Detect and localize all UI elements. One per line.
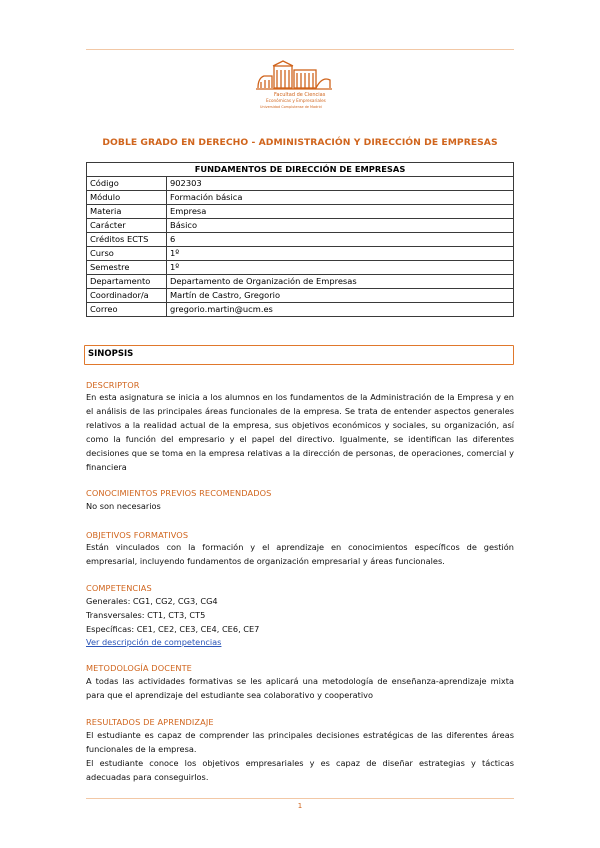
- descriptor-heading: DESCRIPTOR: [86, 380, 140, 390]
- table-row: [87, 303, 514, 317]
- table-row: [87, 191, 514, 205]
- document-title: DOBLE GRADO EN DERECHO - ADMINISTRACIÓN Y DIRECCIÓN DE EMPRESAS: [102, 137, 498, 148]
- row-value: Formación básica: [167, 191, 514, 205]
- prior-knowledge-heading: CONOCIMIENTOS PREVIOS RECOMENDADOS: [86, 488, 272, 498]
- table-row: [87, 233, 514, 247]
- row-key: Correo: [87, 303, 167, 317]
- learning-outcomes-text-2: El estudiante conoce los objetivos empresariales y es capaz de diseñar estrategias y tácticas adecuadas para conseguirlos.: [86, 758, 514, 782]
- learning-outcomes-text-1: El estudiante es capaz de comprender las principales decisiones estratégicas de las diferentes áreas funcionales de la empresa.: [86, 730, 514, 754]
- logo-line-2: Económicas y Empresariales: [266, 98, 326, 103]
- table-header-row: [87, 163, 514, 177]
- table-row: [87, 177, 514, 191]
- methodology-heading: METODOLOGÍA DOCENTE: [86, 663, 192, 673]
- row-value: 1º: [167, 261, 514, 275]
- row-value: 6: [167, 233, 514, 247]
- competencies-transversal: Transversales: CT1, CT3, CT5: [86, 610, 206, 620]
- row-value: Básico: [167, 219, 514, 233]
- competencies-link-wrap: [86, 636, 221, 650]
- row-value: 1º: [167, 247, 514, 261]
- descriptor-text: En esta asignatura se inicia a los alumnos en los fundamentos de la Administración de la Empresa y en el análisis de las principales áreas funcionales de la empresa. Se trata de entender aspectos generales relativos a la realidad actual de la empresa, sus objetivos económicos y sociales, su organización, así como la función del empresario y el papel del directivo. Igualmente, se identifican las diferentes decisiones que se toma en la empresa relativas a la dirección de personas, de operaciones, comercial y financiera: [86, 392, 514, 472]
- competencies-general: Generales: CG1, CG2, CG3, CG4: [86, 596, 218, 606]
- header-rule: [86, 49, 514, 50]
- table-row: [87, 219, 514, 233]
- row-key: Curso: [87, 247, 167, 261]
- competencies-description-link[interactable]: Ver descripción de competencias: [86, 637, 222, 647]
- objectives-heading: OBJETIVOS FORMATIVOS: [86, 530, 189, 540]
- row-key: Módulo: [87, 191, 167, 205]
- row-value: Empresa: [167, 205, 514, 219]
- row-value: 902303: [167, 177, 514, 191]
- table-row: [87, 261, 514, 275]
- table-row: [87, 247, 514, 261]
- row-key: Coordinador/a: [87, 289, 167, 303]
- sinopsis-heading: SINOPSIS: [84, 345, 514, 365]
- row-key: Carácter: [87, 219, 167, 233]
- course-name: FUNDAMENTOS DE DIRECCIÓN DE EMPRESAS: [87, 163, 514, 177]
- row-key: Semestre: [87, 261, 167, 275]
- learning-outcomes-heading: RESULTADOS DE APRENDIZAJE: [86, 717, 214, 727]
- row-value: gregorio.martin@ucm.es: [167, 303, 514, 317]
- prior-knowledge-text: No son necesarios: [86, 501, 161, 511]
- table-row: [87, 289, 514, 303]
- faculty-logo: [252, 58, 336, 110]
- methodology-text: A todas las actividades formativas se les aplicará una metodología de enseñanza-aprendizaje mixta para que el aprendizaje del estudiante sea colaborativo y cooperativo: [86, 676, 514, 700]
- competencies-heading: COMPETENCIAS: [86, 583, 152, 593]
- row-value: Martín de Castro, Gregorio: [167, 289, 514, 303]
- course-info-table: [86, 162, 514, 317]
- row-key: Créditos ECTS: [87, 233, 167, 247]
- row-value: Departamento de Organización de Empresas: [167, 275, 514, 289]
- objectives-text: Están vinculados con la formación y el aprendizaje en conocimientos específicos de gestión empresarial, incluyendo fundamentos de organización empresarial y áreas funcionales.: [86, 542, 514, 566]
- table-row: [87, 275, 514, 289]
- page-number: 1: [297, 802, 303, 810]
- competencies-specific: Específicas: CE1, CE2, CE3, CE4, CE6, CE7: [86, 624, 260, 634]
- footer-rule: [86, 798, 514, 799]
- logo-line-3: Universidad Complutense de Madrid: [260, 105, 322, 109]
- row-key: Departamento: [87, 275, 167, 289]
- table-row: [87, 205, 514, 219]
- row-key: Materia: [87, 205, 167, 219]
- row-key: Código: [87, 177, 167, 191]
- logo-line-1: Facultad de Ciencias: [274, 92, 326, 98]
